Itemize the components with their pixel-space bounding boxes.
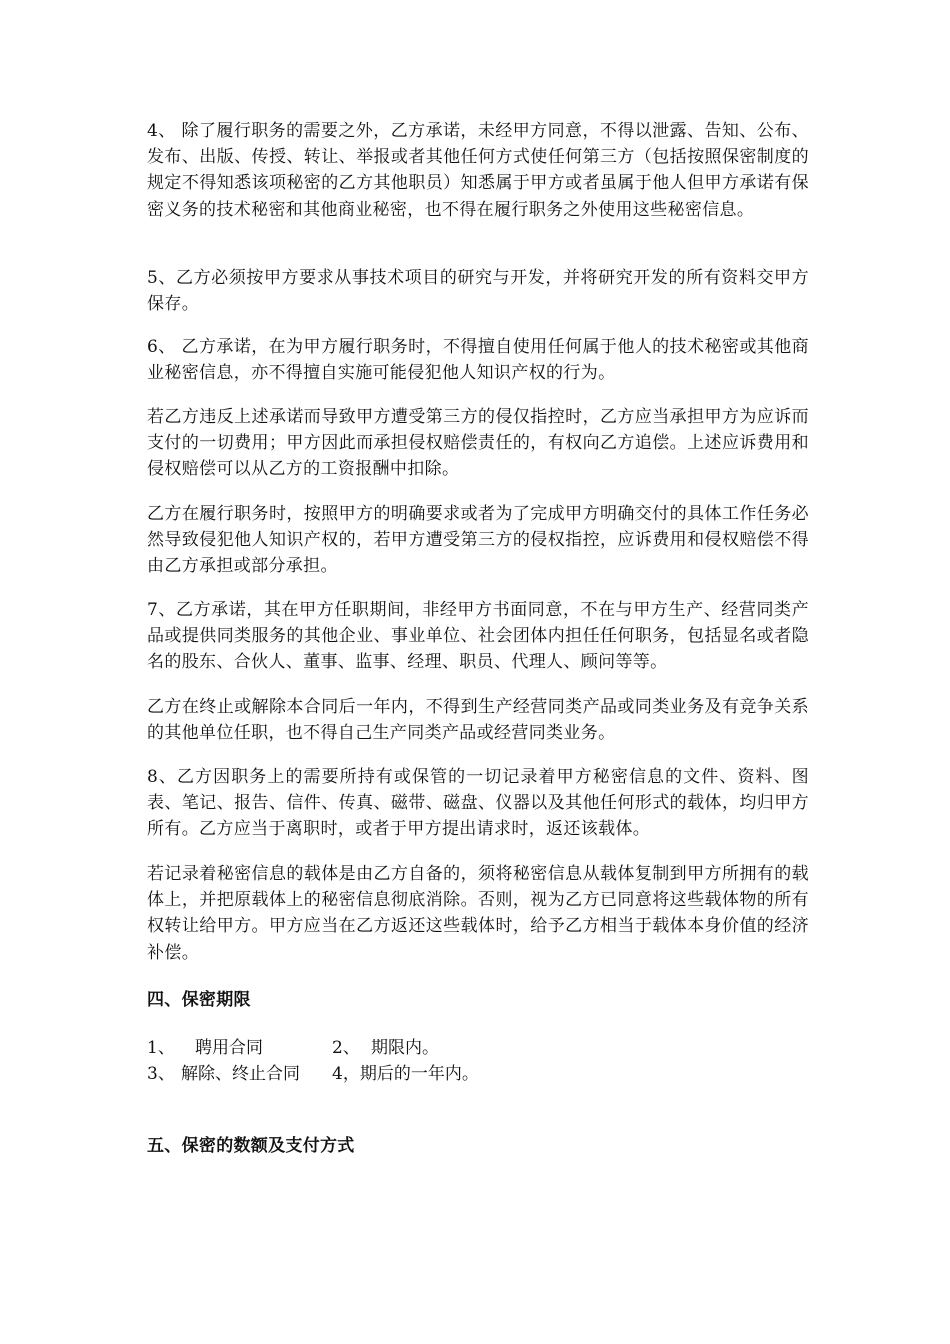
term-row-2: [147, 1061, 809, 1087]
paragraph-clause-7: 7、乙方承诺，其在甲方任职期间，非经甲方书面同意，不在与甲方生产、经营同类产品或提供同类服务的其他企业、事业单位、社会团体内担任任何职务，包括显名或者隐名的股东、合伙人、董事、监事、经理、职员、代理人、顾问等等。: [147, 600, 809, 673]
paragraph-clause-4: 4、 除了履行职务的需要之外，乙方承诺，未经甲方同意，不得以泄露、告知、公布、发布、出版、传授、转让、举报或者其他任何方式使任何第三方（包括按照保密制度的规定不得知悉该项秘密的乙方其他职员）知悉属于甲方或者虽属于他人但甲方承诺有保密义务的技术秘密和其他商业秘密，也不得在履行职务之外使用这些秘密信息。: [147, 121, 809, 220]
term-row-1-num-b: 2、: [332, 1038, 360, 1058]
term-row-1: [147, 1035, 809, 1061]
section-4-heading: 四、保密期限: [147, 990, 251, 1010]
term-row-2-text-a: 解除、终止合同: [181, 1064, 300, 1084]
paragraph-clause-8: 8、乙方因职务上的需要所持有或保管的一切记录着甲方秘密信息的文件、资料、图表、笔记、报告、信件、传真、磁带、磁盘、仪器以及其他任何形式的载体，均归甲方所有。乙方应当于离职时，或者于甲方提出请求时，返还该载体。: [147, 767, 809, 840]
paragraph-noncompete: 乙方在终止或解除本合同后一年内，不得到生产经营同类产品或同类业务及有竞争关系的其他单位任职，也不得自己生产同类产品或经营同类业务。: [147, 697, 809, 744]
paragraph-duty-infringement: 乙方在履行职务时，按照甲方的明确要求或者为了完成甲方明确交付的具体工作任务必然导致侵犯他人知识产权的，若甲方遭受第三方的侵权指控，应诉费用和侵权赔偿不得由乙方承担或部分承担。: [147, 504, 809, 577]
paragraph-infringement-liability: 若乙方违反上述承诺而导致甲方遭受第三方的侵仅指控时，乙方应当承担甲方为应诉而支付的一切费用；甲方因此而承担侵权赔偿责任的，有权向乙方追偿。上述应诉费用和侵权赔偿可以从乙方的工资报酬中扣除。: [147, 407, 809, 480]
term-row-1-text-a: 聘用合同: [195, 1038, 263, 1058]
paragraph-clause-6: 6、 乙方承诺，在为甲方履行职务时，不得擅自使用任何属于他人的技术秘密或其他商业秘密信息，亦不得擅自实施可能侵犯他人知识产权的行为。: [147, 337, 809, 384]
term-row-1-text-b: 期限内。: [371, 1038, 439, 1058]
term-row-2-num-a: 3、: [147, 1064, 175, 1084]
section-5-heading: 五、保密的数额及支付方式: [147, 1136, 355, 1156]
paragraph-clause-5: 5、乙方必须按甲方要求从事技术项目的研究与开发，并将研究开发的所有资料交甲方保存。: [147, 268, 809, 315]
paragraph-carrier-transfer: 若记录着秘密信息的载体是由乙方自备的，须将秘密信息从载体复制到甲方所拥有的载体上，并把原载体上的秘密信息彻底消除。否则，视为乙方已同意将这些载体物的所有权转让给甲方。甲方应当在乙方返还这些载体时，给予乙方相当于载体本身价值的经济补偿。: [147, 864, 809, 963]
term-row-2-text-b: 4，期后的一年内。: [332, 1064, 479, 1084]
term-row-1-num-a: 1、: [147, 1038, 175, 1058]
